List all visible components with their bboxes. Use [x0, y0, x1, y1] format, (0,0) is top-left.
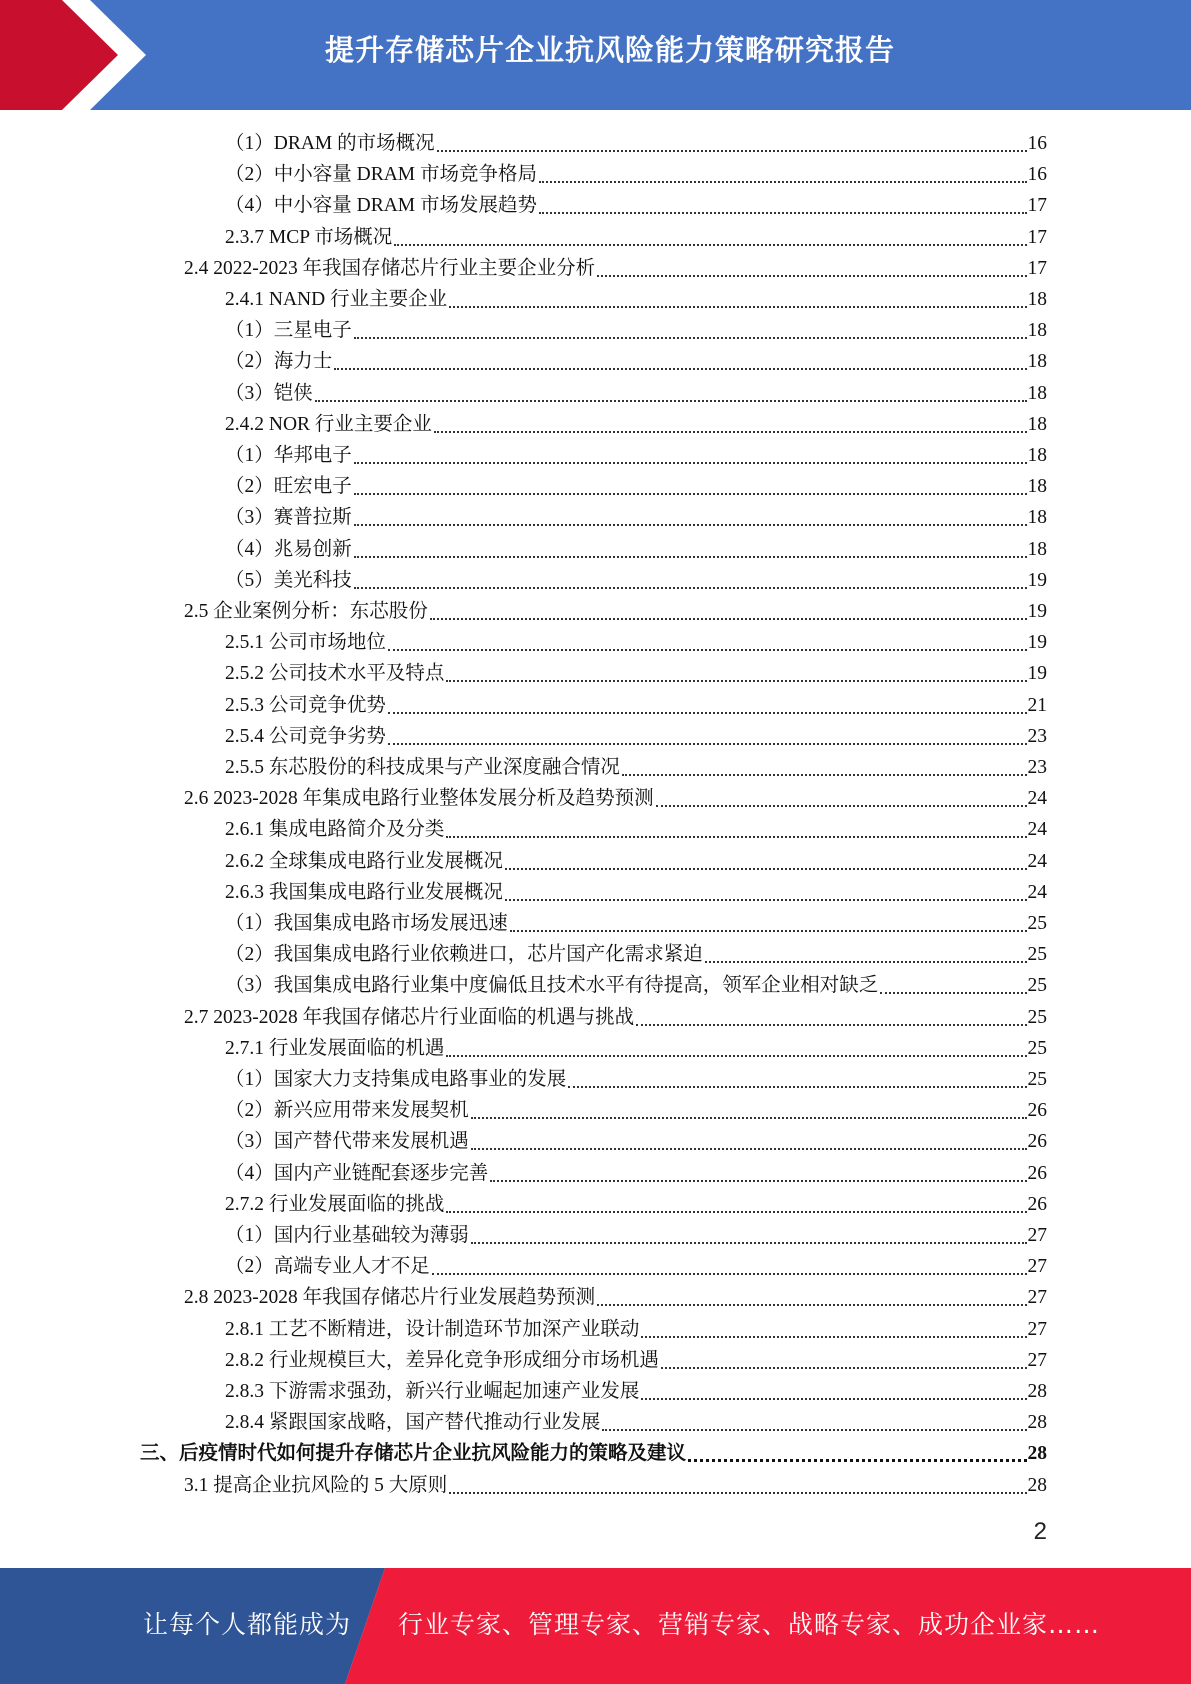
toc-entry-title: （3）铠侠 — [225, 382, 313, 404]
toc-entry-title: 2.5.3 公司竞争优势 — [225, 694, 386, 716]
toc-dot-leader — [449, 305, 1026, 308]
toc-entry[interactable] — [225, 970, 1047, 1001]
toc-entry[interactable] — [225, 846, 1047, 877]
toc-entry-page: 18 — [1027, 289, 1047, 310]
toc-entry-title: （3）赛普拉斯 — [225, 507, 352, 529]
toc-dot-leader — [388, 711, 1027, 714]
toc-dot-leader — [354, 555, 1027, 558]
toc-entry[interactable] — [225, 814, 1047, 845]
toc-entry-title: 2.6.3 我国集成电路行业发展概况 — [225, 881, 503, 903]
toc-entry-page: 24 — [1027, 819, 1047, 841]
toc-entry[interactable] — [225, 440, 1047, 471]
toc-dot-leader — [641, 1397, 1026, 1400]
toc-entry-page: 17 — [1027, 226, 1047, 248]
toc-dot-leader — [636, 1023, 1026, 1026]
toc-entry-title: （2）新兴应用带来发展契机 — [225, 1100, 469, 1122]
toc-entry-title: （4）国内产业链配套逐步完善 — [225, 1162, 489, 1184]
toc-entry-page: 26 — [1027, 1100, 1047, 1122]
toc-entry-page: 26 — [1027, 1131, 1047, 1153]
toc-entry-page: 19 — [1027, 632, 1047, 654]
toc-dot-leader — [705, 960, 1027, 963]
toc-entry[interactable] — [225, 534, 1047, 565]
toc-entry-title: 2.4 2022-2023 年我国存储芯片行业主要企业分析 — [184, 257, 596, 279]
toc-dot-leader — [446, 679, 1026, 682]
toc-entry[interactable] — [225, 939, 1047, 970]
toc-entry[interactable] — [225, 1407, 1047, 1438]
toc-entry[interactable] — [225, 752, 1047, 783]
toc-entry-title: 2.5 企业案例分析：东芯股份 — [184, 601, 428, 622]
toc-entry-title: 2.6.2 全球集成电路行业发展概况 — [225, 850, 503, 872]
toc-entry[interactable] — [140, 1438, 1047, 1469]
toc-entry-title: 2.6 2023-2028 年集成电路行业整体发展分析及趋势预测 — [184, 788, 654, 810]
toc-entry[interactable] — [225, 378, 1047, 409]
toc-entry-page: 25 — [1027, 1069, 1047, 1090]
toc-dot-leader — [471, 1241, 1027, 1244]
toc-entry-page: 18 — [1027, 538, 1047, 560]
toc-entry[interactable] — [225, 1064, 1047, 1095]
toc-entry-title: 2.5.5 东芯股份的科技成果与产业深度融合情况 — [225, 757, 620, 778]
toc-entry[interactable] — [225, 908, 1047, 939]
toc-entry-page: 24 — [1027, 850, 1047, 872]
toc-entry-page: 28 — [1027, 1412, 1047, 1434]
toc-entry[interactable] — [225, 721, 1047, 752]
toc-entry[interactable] — [225, 627, 1047, 658]
toc-entry[interactable] — [225, 409, 1047, 440]
toc-dot-leader — [471, 1116, 1027, 1119]
toc-entry-title: （1）国内行业基础较为薄弱 — [225, 1225, 469, 1246]
toc-entry-title: 2.4.1 NAND 行业主要企业 — [225, 289, 448, 310]
toc-entry-title: （3）我国集成电路行业集中度偏低且技术水平有待提高，领军企业相对缺乏 — [225, 975, 879, 997]
toc-entry-page: 17 — [1027, 195, 1047, 217]
toc-dot-leader — [388, 742, 1027, 745]
toc-entry-page: 25 — [1027, 1006, 1047, 1028]
toc-entry[interactable] — [225, 346, 1047, 377]
toc-entry-title: 2.8.4 紧跟国家战略，国产替代推动行业发展 — [225, 1412, 601, 1434]
toc-dot-leader — [446, 1210, 1026, 1213]
toc-entry-page: 28 — [1027, 1474, 1047, 1496]
toc-entry-page: 26 — [1027, 1162, 1047, 1184]
toc-dot-leader — [688, 1458, 1026, 1462]
toc-entry[interactable] — [225, 502, 1047, 533]
toc-dot-leader — [656, 804, 1027, 807]
toc-entry-page: 16 — [1027, 164, 1047, 186]
toc-entry-page: 24 — [1027, 881, 1047, 903]
toc-entry-page: 28 — [1027, 1381, 1047, 1402]
toc-entry-title: 2.8 2023-2028 年我国存储芯片行业发展趋势预测 — [184, 1287, 596, 1309]
toc-entry-page: 19 — [1027, 601, 1047, 622]
page-number: 2 — [1033, 1518, 1047, 1545]
toc-entry-page: 18 — [1027, 476, 1047, 498]
toc-dot-leader — [641, 1335, 1026, 1338]
toc-dot-leader — [505, 898, 1027, 901]
toc-entry-title: 2.7.1 行业发展面临的机遇 — [225, 1037, 445, 1059]
toc-entry-title: （2）高端专业人才不足 — [225, 1256, 430, 1278]
toc-entry[interactable] — [225, 1251, 1047, 1282]
page-footer — [0, 1568, 1191, 1684]
toc-entry-title: 2.5.1 公司市场地位 — [225, 632, 386, 654]
toc-entry[interactable] — [225, 1220, 1047, 1251]
toc-entry-page: 27 — [1027, 1256, 1047, 1278]
report-title: 提升存储芯片企业抗风险能力策略研究报告 — [324, 33, 895, 67]
toc-entry-title: （2）海力士 — [225, 351, 333, 373]
toc-dot-leader — [622, 773, 1027, 776]
toc-entry[interactable] — [184, 783, 1047, 814]
footer-slogan-right: 行业专家、管理专家、营销专家、战略专家、成功企业家…… — [398, 1610, 1101, 1639]
toc-dot-leader — [434, 430, 1027, 433]
toc-entry[interactable] — [225, 690, 1047, 721]
toc-entry[interactable] — [225, 1189, 1047, 1220]
toc-dot-leader — [354, 523, 1027, 526]
toc-dot-leader — [449, 1491, 1026, 1494]
toc-dot-leader — [505, 867, 1027, 870]
toc-entry-page: 18 — [1027, 507, 1047, 529]
toc-entry[interactable] — [225, 1314, 1047, 1345]
toc-dot-leader — [354, 586, 1027, 589]
toc-entry-page: 27 — [1027, 1287, 1047, 1309]
toc-dot-leader — [880, 991, 1026, 994]
toc-entry[interactable] — [184, 253, 1047, 284]
toc-entry-title: 2.6.1 集成电路简介及分类 — [225, 819, 445, 841]
toc-entry[interactable] — [225, 222, 1047, 253]
toc-entry[interactable] — [184, 596, 1047, 627]
toc-entry-title: 2.5.2 公司技术水平及特点 — [225, 663, 445, 685]
toc-entry-title: （2）中小容量 DRAM 市场竞争格局 — [225, 164, 538, 186]
toc-dot-leader — [568, 1085, 1026, 1088]
toc-dot-leader — [446, 835, 1026, 838]
toc-entry[interactable] — [225, 1126, 1047, 1157]
toc-entry[interactable] — [225, 658, 1047, 689]
toc-entry-title: 2.7 2023-2028 年我国存储芯片行业面临的机遇与挑战 — [184, 1006, 635, 1028]
toc-entry-page: 16 — [1027, 133, 1047, 154]
toc-entry-title: 2.8.1 工艺不断精进，设计制造环节加深产业联动 — [225, 1318, 640, 1340]
toc-entry-title: （3）国产替代带来发展机遇 — [225, 1131, 469, 1153]
toc-entry-page: 25 — [1027, 1037, 1047, 1059]
toc-entry-title: （2）我国集成电路行业依赖进口，芯片国产化需求紧迫 — [225, 944, 703, 966]
toc-entry-title: （4）兆易创新 — [225, 538, 352, 560]
toc-entry[interactable] — [184, 1282, 1047, 1313]
toc-dot-leader — [446, 1054, 1026, 1057]
toc-entry-page: 23 — [1027, 725, 1047, 747]
toc-entry-page: 18 — [1027, 445, 1047, 466]
toc-entry-page: 25 — [1027, 975, 1047, 997]
toc-entry-title: 2.4.2 NOR 行业主要企业 — [225, 413, 432, 435]
toc-dot-leader — [597, 1303, 1026, 1306]
toc-entry[interactable] — [184, 1470, 1047, 1501]
toc-entry-title: 2.8.2 行业规模巨大，差异化竞争形成细分市场机遇 — [225, 1349, 659, 1371]
toc-dot-leader — [490, 1179, 1026, 1182]
toc-entry[interactable] — [225, 1095, 1047, 1126]
toc-dot-leader — [602, 1428, 1026, 1431]
toc-dot-leader — [315, 399, 1027, 402]
toc-dot-leader — [437, 149, 1027, 152]
toc-dot-leader — [510, 929, 1027, 932]
toc-entry-title: （1）我国集成电路市场发展迅速 — [225, 913, 508, 934]
toc-dot-leader — [432, 1272, 1027, 1275]
toc-entry-page: 21 — [1027, 694, 1047, 716]
toc-entry[interactable] — [225, 1158, 1047, 1189]
toc-dot-leader — [354, 336, 1027, 339]
toc-entry-page: 19 — [1027, 569, 1047, 591]
page-header — [0, 0, 1191, 110]
toc-entry-title: 2.8.3 下游需求强劲，新兴行业崛起加速产业发展 — [225, 1381, 640, 1402]
toc-entry-page: 26 — [1027, 1193, 1047, 1215]
toc-dot-leader — [430, 617, 1027, 620]
toc-entry[interactable] — [225, 877, 1047, 908]
toc-dot-leader — [597, 274, 1026, 277]
toc-entry-page: 23 — [1027, 757, 1047, 778]
toc-entry-page: 17 — [1027, 257, 1047, 279]
toc-dot-leader — [354, 461, 1027, 464]
toc-entry[interactable] — [184, 1002, 1047, 1033]
toc-entry-title: 2.3.7 MCP 市场概况 — [225, 226, 393, 248]
toc-entry-title: （2）旺宏电子 — [225, 476, 352, 498]
footer-slogan-left: 让每个人都能成为 — [143, 1610, 352, 1639]
toc-entry[interactable] — [225, 284, 1047, 315]
toc-dot-leader — [334, 367, 1026, 370]
toc-entry-title: 3.1 提高企业抗风险的 5 大原则 — [184, 1474, 448, 1496]
toc-entry[interactable] — [225, 159, 1047, 190]
toc-entry-page: 27 — [1027, 1318, 1047, 1340]
toc-entry-page: 27 — [1027, 1349, 1047, 1371]
toc-entry-page: 18 — [1027, 382, 1047, 404]
toc-dot-leader — [388, 648, 1027, 651]
toc-dot-leader — [661, 1366, 1027, 1369]
toc-dot-leader — [394, 243, 1026, 246]
toc-dot-leader — [539, 211, 1026, 214]
toc-entry[interactable] — [225, 128, 1047, 159]
toc-entry-title: （1）华邦电子 — [225, 445, 352, 466]
toc-entry-page: 25 — [1027, 944, 1047, 966]
toc-entry-page: 19 — [1027, 663, 1047, 685]
toc-entry-title: 三、后疫情时代如何提升存储芯片企业抗风险能力的策略及建议 — [140, 1443, 687, 1465]
toc-dot-leader — [354, 492, 1027, 495]
toc-entry-page: 24 — [1027, 788, 1047, 810]
toc-entry-title: （1）三星电子 — [225, 320, 352, 342]
toc-entry-title: （4）中小容量 DRAM 市场发展趋势 — [225, 195, 538, 217]
toc-entry-title: （5）美光科技 — [225, 569, 352, 591]
toc-entry[interactable] — [225, 471, 1047, 502]
toc-entry-title: （1）国家大力支持集成电路事业的发展 — [225, 1069, 567, 1090]
toc-entry[interactable] — [225, 315, 1047, 346]
toc-entry[interactable] — [225, 1033, 1047, 1064]
toc-entry-title: 2.7.2 行业发展面临的挑战 — [225, 1193, 445, 1215]
toc-entry[interactable] — [225, 190, 1047, 221]
toc-entry-title: （1）DRAM 的市场概况 — [225, 133, 435, 154]
toc-dot-leader — [539, 180, 1026, 183]
toc-entry-page: 27 — [1027, 1225, 1047, 1246]
toc-dot-leader — [471, 1147, 1027, 1150]
toc-entry-page: 18 — [1027, 413, 1047, 435]
toc-entry-page: 28 — [1027, 1443, 1047, 1465]
toc-entry-title: 2.5.4 公司竞争劣势 — [225, 725, 386, 747]
toc-entry[interactable] — [225, 565, 1047, 596]
toc-entry-page: 25 — [1027, 913, 1047, 934]
toc-entry[interactable] — [225, 1376, 1047, 1407]
toc-entry-page: 18 — [1027, 351, 1047, 373]
toc-entry-page: 18 — [1027, 320, 1047, 342]
toc-entry[interactable] — [225, 1345, 1047, 1376]
